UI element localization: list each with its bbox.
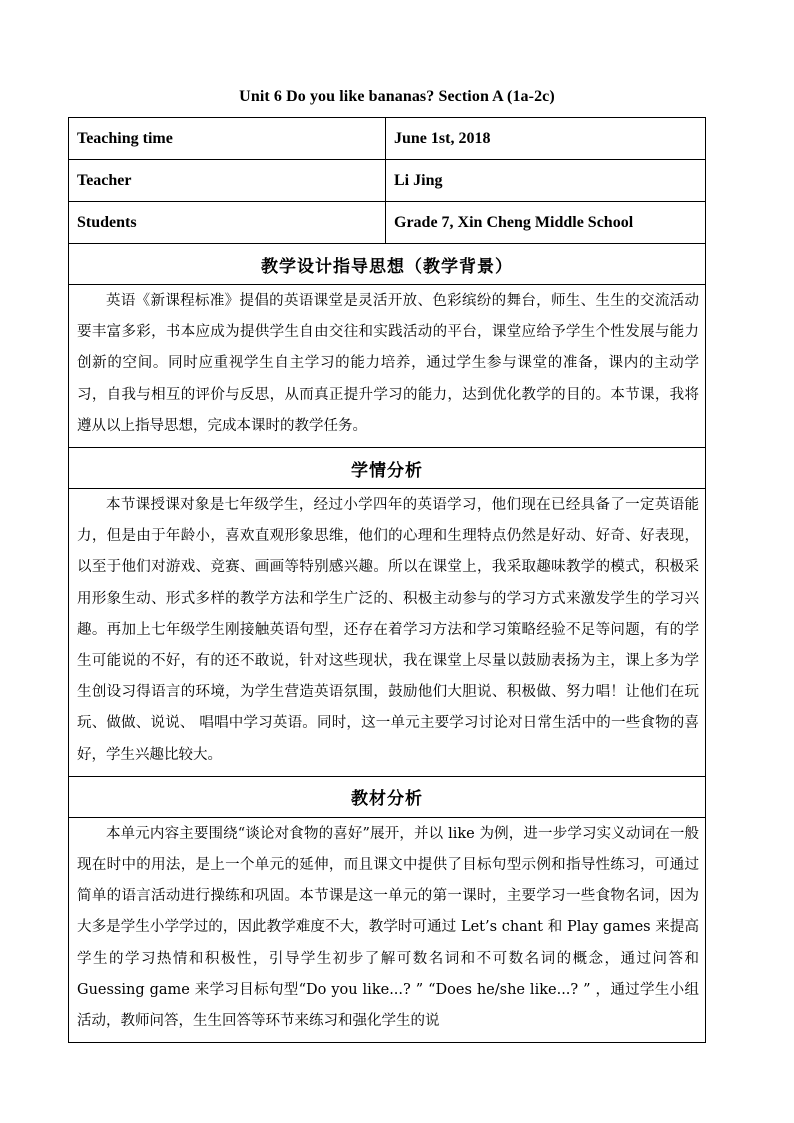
section-body-row-student-analysis [69, 489, 706, 777]
teaching-time-label: Teaching time [69, 118, 386, 160]
guiding-thought-heading: 教学设计指导思想（教学背景） [69, 244, 706, 285]
info-row-students [69, 202, 706, 244]
guiding-thought-paragraph: 英语《新课程标准》提倡的英语课堂是灵活开放、色彩缤纷的舞台，师生、生生的交流活动要丰富多彩，书本应成为提供学生自由交往和实践活动的平台，课堂应给予学生个性发展与能力创新的空间。同时应重视学生自主学习的能力培养，通过学生参与课堂的准备，课内的主动学习，自我与相互的评价与反思，从而真正提升学习的能力，达到优化教学的目的。本节课，我将遵从以上指导思想，完成本课时的教学任务。 [69, 285, 706, 448]
section-heading-row-guiding-thought [69, 244, 706, 285]
students-value: Grade 7, Xin Cheng Middle School [386, 202, 706, 244]
teacher-label: Teacher [69, 160, 386, 202]
info-row-teaching-time [69, 118, 706, 160]
student-analysis-heading: 学情分析 [69, 448, 706, 489]
textbook-analysis-paragraph: 本单元内容主要围绕“谈论对食物的喜好”展开，并以 like 为例，进一步学习实义动词在一般现在时中的用法，是上一个单元的延伸，而且课文中提供了目标句型示例和指导性练习，可通过简单的语言活动进行操练和巩固。本节课是这一单元的第一课时，主要学习一些食物名词，因为大多是学生小学学过的，因此教学难度不大，教学时可通过 Let’s chant 和 Play games 来提高学生的学习热情和积极性，引导学生初步了解可数名词和不可数名词的概念，通过问答和 Guessing game 来学习目标句型“Do you like...? ” “Does he/she like...? ” ，通过学生小组活动，教师问答，生生回答等环节来练习和强化学生的说 [69, 817, 706, 1042]
info-row-teacher [69, 160, 706, 202]
section-body-row-guiding-thought [69, 285, 706, 448]
lesson-plan-table [68, 117, 706, 1043]
teacher-value: Li Jing [386, 160, 706, 202]
student-analysis-paragraph: 本节课授课对象是七年级学生，经过小学四年的英语学习，他们现在已经具备了一定英语能力，但是由于年龄小，喜欢直观形象思维，他们的心理和生理特点仍然是好动、好奇、好表现，以至于他们对游戏、竞赛、画画等特别感兴趣。所以在课堂上，我采取趣味教学的模式，积极采用形象生动、形式多样的教学方法和学生广泛的、积极主动参与的学习方式来激发学生的学习兴趣。再加上七年级学生刚接触英语句型，还存在着学习方法和学习策略经验不足等问题，有的学生可能说的不好，有的还不敢说，针对这些现状，我在课堂上尽量以鼓励表扬为主，课上多为学生创设习得语言的环境，为学生营造英语氛围，鼓励他们大胆说、积极做、努力唱！让他们在玩玩、做做、说说、 唱唱中学习英语。同时，这一单元主要学习讨论对日常生活中的一些食物的喜好，学生兴趣比较大。 [69, 489, 706, 777]
textbook-analysis-heading: 教材分析 [69, 776, 706, 817]
section-heading-row-student-analysis [69, 448, 706, 489]
teaching-time-value: June 1st, 2018 [386, 118, 706, 160]
students-label: Students [69, 202, 386, 244]
section-body-row-textbook-analysis [69, 817, 706, 1042]
document-title: Unit 6 Do you like bananas? Section A (1a-2c) [239, 88, 555, 105]
section-heading-row-textbook-analysis [69, 776, 706, 817]
